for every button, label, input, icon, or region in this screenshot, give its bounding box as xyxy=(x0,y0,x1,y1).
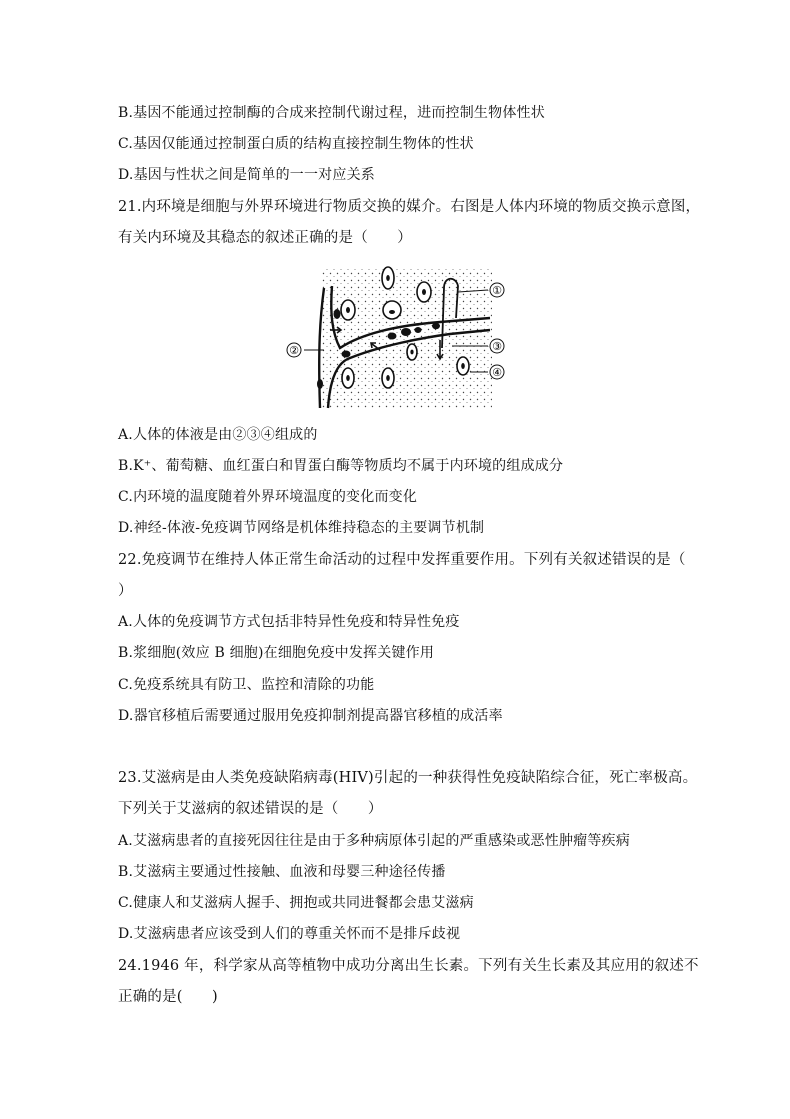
q22-stem-line1: 22.免疫调节在维持人体正常生命活动的过程中发挥重要作用。下列有关叙述错误的是（ xyxy=(118,552,686,568)
q23-option-d: D.艾滋病患者应该受到人们的尊重关怀而不是排斥歧视 xyxy=(118,926,461,942)
q23-option-c: C.健康人和艾滋病人握手、拥抱或共同进餐都会患艾滋病 xyxy=(118,895,474,911)
internal-environment-diagram xyxy=(280,258,512,410)
q21-option-c: C.内环境的温度随着外界环境温度的变化而变化 xyxy=(118,489,418,505)
svg-text:②: ② xyxy=(289,344,299,357)
q22-option-b: B.浆细胞(效应 B 细胞)在细胞免疫中发挥关键作用 xyxy=(118,645,435,661)
q23-option-a: A.艾滋病患者的直接死因往往是由于多种病原体引起的严重感染或恶性肿瘤等疾病 xyxy=(118,833,630,849)
diagram-label-1 xyxy=(490,283,504,297)
q20-option-b: B.基因不能通过控制酶的合成来控制代谢过程，进而控制生物体性状 xyxy=(118,105,545,121)
q24-stem-line1: 24.1946 年，科学家从高等植物中成功分离出生长素。下列有关生长素及其应用的叙述不 xyxy=(118,958,699,974)
q23-stem-line2: 下列关于艾滋病的叙述错误的是（ ） xyxy=(118,801,383,817)
q21-option-d: D.神经-体液-免疫调节网络是机体维持稳态的主要调节机制 xyxy=(118,520,485,536)
q21-option-b: B.K⁺、葡萄糖、血红蛋白和胃蛋白酶等物质均不属于内环境的组成成分 xyxy=(118,458,564,474)
svg-text:④: ④ xyxy=(492,366,502,379)
q22-option-d: D.器官移植后需要通过服用免疫抑制剂提高器官移植的成活率 xyxy=(118,708,503,724)
diagram-label-3 xyxy=(490,339,504,353)
diagram-label-4 xyxy=(490,365,504,379)
q23-option-b: B.艾滋病主要通过性接触、血液和母婴三种途径传播 xyxy=(118,864,446,880)
q20-option-c: C.基因仅能通过控制蛋白质的结构直接控制生物体的性状 xyxy=(118,136,474,152)
svg-text:①: ① xyxy=(492,284,502,297)
q24-stem-line2: 正确的是( ) xyxy=(118,989,218,1005)
q22-option-c: C.免疫系统具有防卫、监控和清除的功能 xyxy=(118,677,375,693)
q21-stem-line2: 有关内环境及其稳态的叙述正确的是（ ） xyxy=(118,230,412,246)
svg-text:③: ③ xyxy=(492,340,502,353)
q22-stem-line2: ） xyxy=(118,583,133,599)
diagram-label-2 xyxy=(287,343,301,357)
q21-stem-line1: 21.内环境是细胞与外界环境进行物质交换的媒介。右图是人体内环境的物质交换示意图， xyxy=(118,199,701,215)
q23-stem-line1: 23.艾滋病是由人类免疫缺陷病毒(HIV)引起的一种获得性免疫缺陷综合征，死亡率极高。 xyxy=(118,770,698,786)
q21-option-a: A.人体的体液是由②③④组成的 xyxy=(118,427,318,443)
q20-option-d: D.基因与性状之间是简单的一一对应关系 xyxy=(118,167,375,183)
q22-option-a: A.人体的免疫调节方式包括非特异性免疫和特异性免疫 xyxy=(118,614,460,630)
